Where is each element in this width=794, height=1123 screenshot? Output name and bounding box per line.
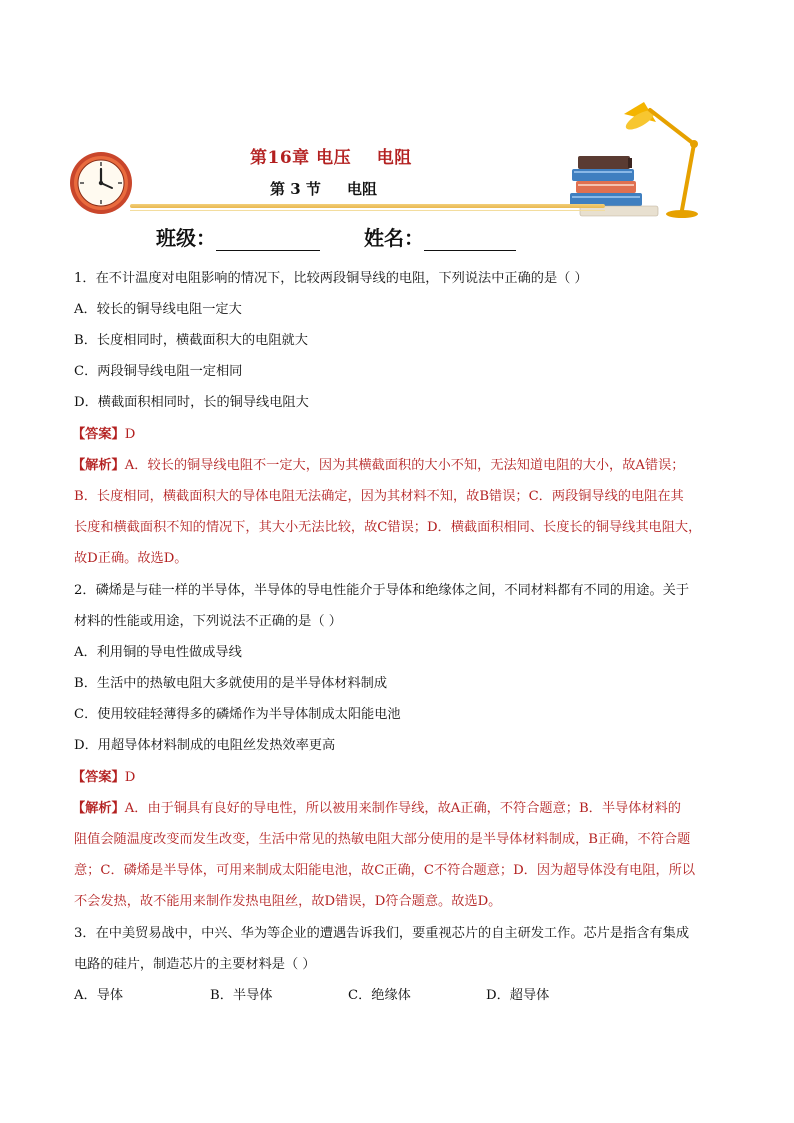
- q1-option-c: C．两段铜导线电阻一定相同: [74, 364, 243, 379]
- q2-answer-value: D: [124, 770, 136, 785]
- q2-stem-line-1: 2．磷烯是与硅一样的半导体，半导体的导电性能介于导体和绝缘体之间，不同材料都有不同的用途。关于: [74, 583, 690, 598]
- q2-answer: [72, 769, 135, 787]
- q1-option-d: D．横截面积相同时，长的铜导线电阻大: [74, 395, 309, 410]
- q1-analysis-tag: 【解析】: [72, 458, 125, 473]
- q2-analysis-line-1: [72, 800, 681, 818]
- q2-analysis-tag: 【解析】: [72, 801, 125, 816]
- name-label: 姓名：: [364, 226, 424, 250]
- q1-analysis-line-3: 长度和横截面积不知的情况下，其大小无法比较，故C错误；D．横截面积相同、长度长的铜导线其电阻大，: [74, 520, 702, 535]
- q1-answer-value: D: [124, 427, 136, 442]
- q2-stem-line-2: 材料的性能或用途，下列说法不正确的是（ ）: [74, 614, 342, 629]
- q2-analysis-line-3: 意；C．磷烯是半导体，可用来制成太阳能电池，故C正确，C不符合题意；D．因为超导体没有电阻，所以: [74, 863, 696, 878]
- q2-option-c: C．使用较硅轻薄得多的磷烯作为半导体制成太阳能电池: [74, 707, 401, 722]
- q1-analysis-text-1: A．较长的铜导线电阻不一定大，因为其横截面积的大小不知，无法知道电阻的大小，故A错误；: [124, 458, 685, 473]
- header-divider-thin: [130, 210, 605, 211]
- q1-option-a: A．较长的铜导线电阻一定大: [74, 302, 242, 317]
- class-field: [156, 222, 320, 251]
- q2-option-b: B．生活中的热敏电阻大多就使用的是半导体材料制成: [74, 676, 388, 691]
- q2-analysis-line-4: 不会发热，故不能用来制作发热电阻丝，故D错误，D符合题意。故选D。: [74, 894, 502, 909]
- class-blank[interactable]: [216, 230, 320, 251]
- chapter-title: 第16章 电压 电阻: [250, 148, 412, 168]
- q1-option-b: B．长度相同时，横截面积大的电阻就大: [74, 333, 308, 348]
- q1-answer: [72, 426, 135, 444]
- q1-answer-tag: 【答案】: [72, 427, 125, 442]
- q3-option-d: D．超导体: [486, 988, 550, 1003]
- q3-stem-line-2: 电路的硅片，制造芯片的主要材料是（ ）: [74, 957, 316, 972]
- q2-analysis-line-2: 阻值会随温度改变而发生改变，生活中常见的热敏电阻大部分使用的是半导体材料制成，B正确，不符合题: [74, 832, 691, 847]
- q2-option-a: A．利用铜的导电性做成导线: [74, 645, 242, 660]
- section-title: 第 3 节 电阻: [270, 180, 377, 198]
- q3-option-a: A．导体: [74, 988, 124, 1003]
- q2-option-d: D．用超导体材料制成的电阻丝发热效率更高: [74, 738, 336, 753]
- class-label: 班级：: [156, 226, 216, 250]
- name-blank[interactable]: [424, 230, 516, 251]
- header-divider: [130, 204, 605, 208]
- q2-analysis-text-1: A．由于铜具有良好的导电性，所以被用来制作导线，故A正确，不符合题意；B．半导体材料的: [124, 801, 681, 816]
- q1-stem: 1．在不计温度对电阻影响的情况下，比较两段铜导线的电阻，下列说法中正确的是（ ）: [74, 271, 588, 286]
- q3-option-b: B．半导体: [210, 988, 273, 1003]
- q2-answer-tag: 【答案】: [72, 770, 125, 785]
- q1-analysis-line-1: [72, 457, 684, 475]
- q1-analysis-line-2: B．长度相同，横截面积大的导体电阻无法确定，因为其材料不知，故B错误；C．两段铜导线的电阻在其: [74, 489, 684, 504]
- name-field: [364, 222, 516, 251]
- q3-stem-line-1: 3．在中美贸易战中，中兴、华为等企业的遭遇告诉我们，要重视芯片的自主研发工作。芯片是指含有集成: [74, 926, 690, 941]
- clock-icon: [68, 150, 134, 216]
- q3-option-c: C．绝缘体: [348, 988, 411, 1003]
- q1-analysis-line-4: 故D正确。故选D。: [74, 551, 188, 566]
